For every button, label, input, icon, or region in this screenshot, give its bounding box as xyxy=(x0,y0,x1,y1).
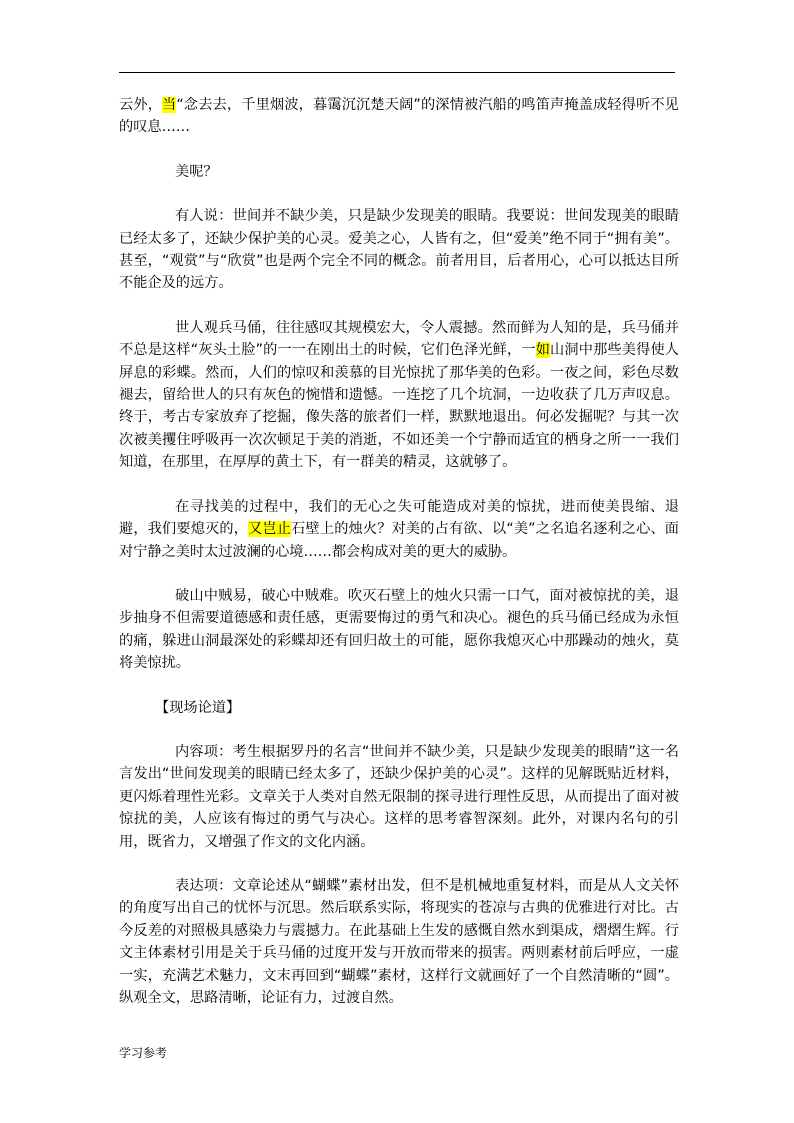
paragraph-5 xyxy=(119,496,679,563)
paragraph-2: 美呢？ xyxy=(175,163,218,180)
paragraph-content-review: 内容项：考生根据罗丹的名言“世间并不缺少美，只是缺少发现美的眼睛”这一名言发出“世间发现美的眼睛已经太多了，还缺少保护美的心灵”。这样的见解既贴近材料，更闪烁着理性光彩。文章关于人类对自然无限制的探寻进行理性反思，从而提出了面对被惊扰的美，人应该有悔过的勇气与决心。这样的思考睿智深刻。此外，对课内名句的引用，既省力，又增强了作文的文化内涵。 xyxy=(119,743,679,850)
highlight: 如 xyxy=(535,342,551,359)
text: 云外， xyxy=(119,97,163,113)
header-rule xyxy=(119,72,675,73)
page-footer: 学习参考 xyxy=(119,1046,168,1060)
document-body xyxy=(119,94,679,1031)
paragraph-4 xyxy=(119,317,679,474)
paragraph-1 xyxy=(119,94,679,139)
highlight: 当 xyxy=(162,97,177,113)
paragraph-6: 破山中贼易，破心中贼难。吹灭石壁上的烛火只需一口气，面对被惊扰的美，退步抽身不但需要道德感和责任感，更需要悔过的勇气和决心。褪色的兵马俑已经成为永恒的痛，躲进山洞最深处的彩蝶却还有回归故土的可能，愿你我熄灭心中那躁动的烛火，莫将美惊扰。 xyxy=(119,587,679,672)
section-title: 【现场论道】 xyxy=(155,699,241,716)
text: “念去去，千里烟波，暮霭沉沉楚天阔”的深情被汽船的鸣笛声掩盖成轻得听不见的叹息…… xyxy=(119,97,679,136)
text: 在寻找美的过程中，我们的无心之失可能造成对美的惊扰，进而使美畏缩、退避，我们要熄灭的， xyxy=(119,498,679,538)
paragraph-expression-review: 表达项：文章论述从“蝴蝶”素材出发，但不是机械地重复材料，而是从人文关怀的角度写出自己的忧怀与沉思。然后联系实际，将现实的苍凉与古典的优雅进行对比。古今反差的对照极具感染力与震撼力。在此基础上生发的感慨自然水到渠成，熠熠生辉。行文主体素材引用是关于兵马俑的过度开发与开放而带来的损害。两则素材前后呼应，一虚一实，充满艺术魅力，文末再回到“蝴蝶”素材，这样行文就画好了一个自然清晰的“圆”。纵观全文，思路清晰，论证有力，过渡自然。 xyxy=(119,877,679,1006)
highlight: 又岂止 xyxy=(248,521,292,538)
text: 山洞中那些美得使人屏息的彩蝶。然而，人们的惊叹和羡慕的目光惊扰了那华美的色彩。一夜之间，彩色尽数褪去，留给世人的只有灰色的惋惜和遗憾。一连挖了几个坑洞，一边收获了几万声叹息。终于，考古专家放弃了挖掘，像失落的旅者们一样，默默地退出。何必发掘呢？与其一次次被美攫住呼吸再一次次顿足于美的消逝，不如还美一个宁静而适宜的栖身之所一一我们知道，在那里，在厚厚的黄土下，有一群美的精灵，这就够了。 xyxy=(119,342,679,471)
paragraph-3: 有人说：世间并不缺少美，只是缺少发现美的眼睛。我要说：世间发现美的眼睛已经太多了，还缺少保护美的心灵。爱美之心，人皆有之，但“爱美”绝不同于“拥有美”。甚至，“观赏”与“欣赏”也是两个完全不同的概念。前者用目，后者用心，心可以抵达目所不能企及的远方。 xyxy=(119,208,679,292)
text: 石壁上的烛火？对美的占有欲、以“美”之名追名逐利之心、面对宁静之美时太过波澜的心境……都会构成对美的更大的威胁。 xyxy=(119,521,679,560)
text: 世人观兵马俑，往往感叹其规模宏大，令人震撼。然而鲜为人知的是，兵马俑并不总是这样“灰头土脸”的一一在刚出土的时候，它们色泽光鲜，一 xyxy=(119,319,679,359)
